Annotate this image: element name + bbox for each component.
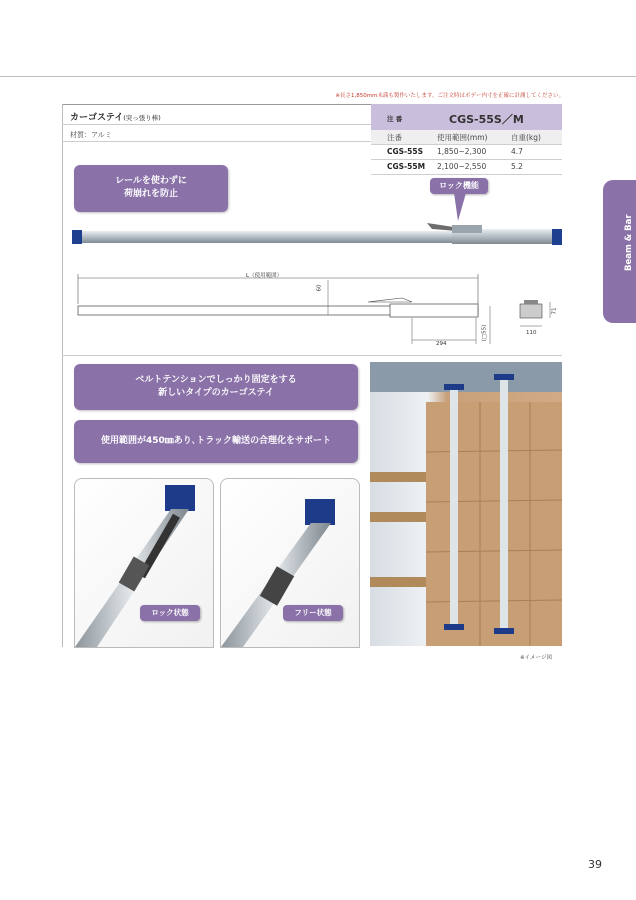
spec-code: CGS-55S xyxy=(387,147,424,156)
product-name-sub: (突っ張り棒) xyxy=(123,114,161,122)
material-divider xyxy=(62,141,371,142)
image-note: ※イメージ図 xyxy=(520,655,552,661)
category-side-label: Beam & Bar xyxy=(624,214,634,271)
spec-table xyxy=(371,104,562,175)
title-divider xyxy=(62,124,371,125)
dimension-drawing xyxy=(72,268,572,348)
col-weight: 自重(kg) xyxy=(511,133,541,142)
frame-left-border xyxy=(62,104,63,647)
lock-state-pipe-image xyxy=(75,479,213,647)
spec-column-header xyxy=(371,130,562,145)
section-divider xyxy=(62,355,562,356)
dim-71: 71 xyxy=(551,307,558,315)
product-title xyxy=(70,110,161,123)
spec-weight: 5.2 xyxy=(511,162,523,171)
spec-range: 1,850~2,300 xyxy=(437,147,487,156)
free-state-photo xyxy=(220,478,360,648)
truck-interior-image xyxy=(370,362,562,646)
spec-range: 2,100~2,550 xyxy=(437,162,487,171)
dim-110: 110 xyxy=(526,330,537,336)
lock-state-tag: ロック状態 xyxy=(140,605,200,621)
belt-callout-line1: ベルトテンションでしっかり固定をする xyxy=(135,375,297,385)
dim-294: 294 xyxy=(436,341,447,347)
product-name: カーゴステイ xyxy=(70,113,124,123)
spec-code: CGS-55M xyxy=(387,162,426,171)
dim-60: 60 xyxy=(316,284,323,292)
belt-callout xyxy=(74,364,358,410)
spec-weight: 4.7 xyxy=(511,147,523,156)
top-rule xyxy=(0,76,636,77)
free-state-pipe-image xyxy=(221,479,359,647)
spec-header xyxy=(371,104,562,130)
free-state-tag: フリー状態 xyxy=(283,605,343,621)
col-code: 注番 xyxy=(387,133,402,142)
rail-callout xyxy=(74,165,228,212)
lock-state-photo xyxy=(74,478,214,648)
length-notice: ※長さ1,850mm未満も製作いたします。ご注文時はボデー内寸を正確に計測してください。 xyxy=(335,93,564,99)
belt-callout-line2: 新しいタイプのカーゴステイ xyxy=(158,388,274,398)
range-callout: 使用範囲が450㎜あり､トラック輸送の合理化をサポート xyxy=(74,420,358,463)
rail-callout-line1: レールを使わずに xyxy=(115,176,187,186)
spec-row xyxy=(371,145,562,160)
spec-row xyxy=(371,160,562,175)
material-label: 材質：アルミ xyxy=(70,131,112,139)
cargo-stay-bar-illustration xyxy=(72,215,566,255)
spec-header-label: 注 番 xyxy=(387,115,403,123)
rail-callout-line2: 荷崩れを防止 xyxy=(123,189,178,199)
lock-feature-tag: ロック機能 xyxy=(430,178,488,194)
dim-length-label: L（使用範囲） xyxy=(246,273,283,279)
page-number: 39 xyxy=(588,858,602,871)
spec-model-name: CGS-55S／M xyxy=(449,113,524,126)
col-range: 使用範囲(mm) xyxy=(437,133,488,142)
dim-55: (□55) xyxy=(481,324,488,342)
truck-interior-photo xyxy=(370,362,562,646)
